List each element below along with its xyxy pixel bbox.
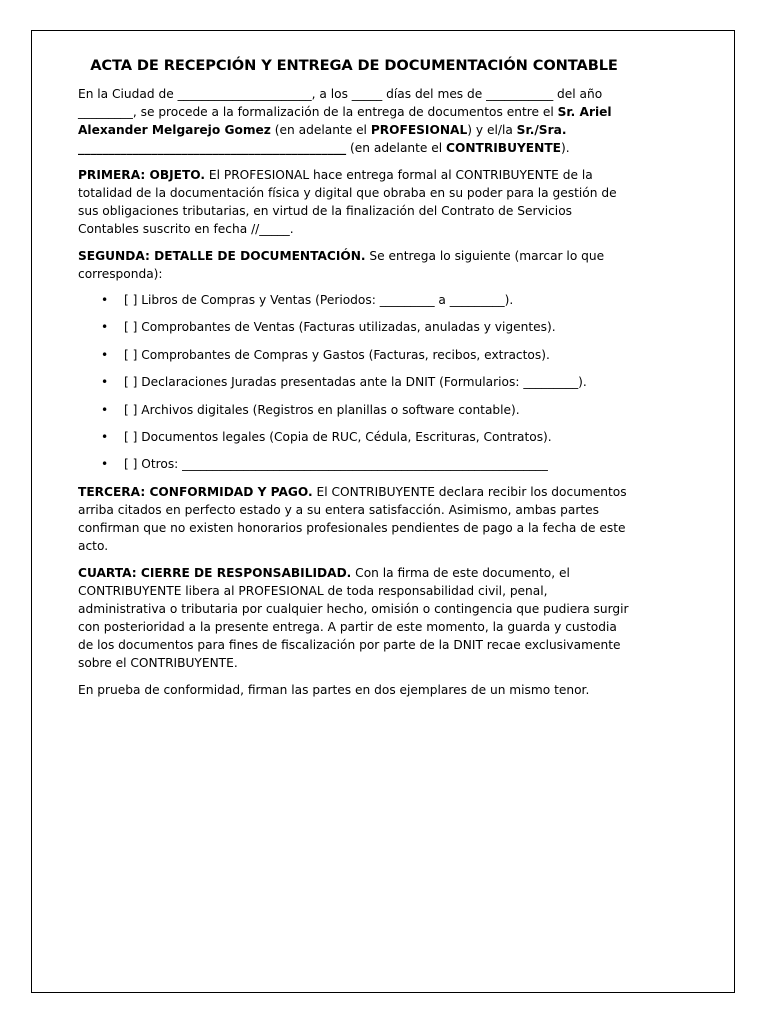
document-content (78, 56, 630, 708)
list-item (78, 373, 630, 391)
clause-tercera (78, 483, 630, 555)
bullet-icon: • (101, 457, 109, 472)
professional-name: Sr. Ariel Alexander Melgarejo Gomez (78, 105, 612, 137)
document-checklist (78, 291, 630, 473)
bullet-icon: • (101, 293, 109, 307)
clause-tercera-text: El CONTRIBUYENTE declara recibir los documentos arriba citados en perfecto estado y a su entera satisfacción. Asimismo, ambas partes confirman que no existen honorarios profesionales pendientes de pago a la fecha de este acto. (78, 484, 627, 553)
list-item-text: [ ] Archivos digitales (Registros en planillas o software contable). (124, 402, 520, 417)
intro-text-5: ). (560, 141, 570, 155)
profesional-label: PROFESIONAL (370, 123, 468, 137)
list-item-text: [ ] Libros de Compras y Ventas (Periodos: _________ a _________). (124, 293, 514, 307)
clause-cuarta-heading: CUARTA: CIERRE DE RESPONSABILIDAD. (78, 565, 352, 580)
clause-cuarta (78, 564, 630, 672)
list-item (78, 401, 630, 419)
list-item (78, 291, 630, 309)
contribuyente-label: CONTRIBUYENTE (446, 141, 561, 155)
list-item-text: [ ] Declaraciones Juradas presentadas ante la DNIT (Formularios: _________). (124, 375, 587, 390)
document-title: ACTA DE RECEPCIÓN Y ENTREGA DE DOCUMENTACIÓN CONTABLE (90, 57, 618, 74)
clause-tercera-heading: TERCERA: CONFORMIDAD Y PAGO. (78, 484, 313, 499)
closing-statement: En prueba de conformidad, firman las partes en dos ejemplares de un mismo tenor. (78, 682, 590, 697)
clause-segunda (78, 247, 630, 283)
intro-text-3: ) y el/la (467, 123, 517, 137)
list-item-text: [ ] Documentos legales (Copia de RUC, Cédula, Escrituras, Contratos). (124, 429, 552, 444)
list-item-text: [ ] Otros: ____________________________________________________________ (124, 457, 548, 472)
intro-text-4: (en adelante el (346, 141, 447, 155)
bullet-icon: • (101, 320, 109, 335)
clause-primera (78, 166, 630, 238)
list-item-text: [ ] Comprobantes de Ventas (Facturas utilizadas, anuladas y vigentes). (124, 320, 556, 335)
list-item (78, 318, 630, 336)
bullet-icon: • (101, 375, 109, 390)
clause-segunda-text: Se entrega lo siguiente (marcar lo que corresponda): (78, 249, 605, 281)
clause-primera-heading: PRIMERA: OBJETO. (78, 168, 206, 182)
bullet-icon: • (101, 402, 109, 417)
list-item (78, 346, 630, 364)
list-item (78, 428, 630, 446)
bullet-icon: • (101, 429, 109, 444)
list-item (78, 455, 630, 473)
list-item-text: [ ] Comprobantes de Compras y Gastos (Facturas, recibos, extractos). (124, 347, 550, 362)
clause-primera-text: El PROFESIONAL hace entrega formal al CONTRIBUYENTE de la totalidad de la documentación física y digital que obraba en su poder para la gestión de sus obligaciones tributarias, en virtud de la finalización del Contrato de Servicios Contables suscrito en fecha //_____. (78, 168, 617, 236)
intro-text-1: En la Ciudad de ______________________, a los _____ días del mes de ___________ del año _________, se procede a la formalización de la entrega de documentos entre el (78, 87, 603, 119)
bullet-icon: • (101, 347, 109, 362)
intro-text-2: (en adelante el (270, 123, 371, 137)
clause-cuarta-text: Con la firma de este documento, el CONTRIBUYENTE libera al PROFESIONAL de toda responsabilidad civil, penal, administrativa o tributaria por cualquier hecho, omisión o contingencia que pudiera surgir con posterioridad a la presente entrega. A partir de este momento, la guarda y custodia de los documentos para fines de fiscalización por parte de la DNIT recae exclusivamente sobre el CONTRIBUYENTE. (78, 565, 629, 670)
intro-paragraph (78, 85, 630, 157)
clause-segunda-heading: SEGUNDA: DETALLE DE DOCUMENTACIÓN. (78, 249, 366, 263)
client-name-blank: Sr./Sra. ____________________________________________ (78, 123, 567, 155)
